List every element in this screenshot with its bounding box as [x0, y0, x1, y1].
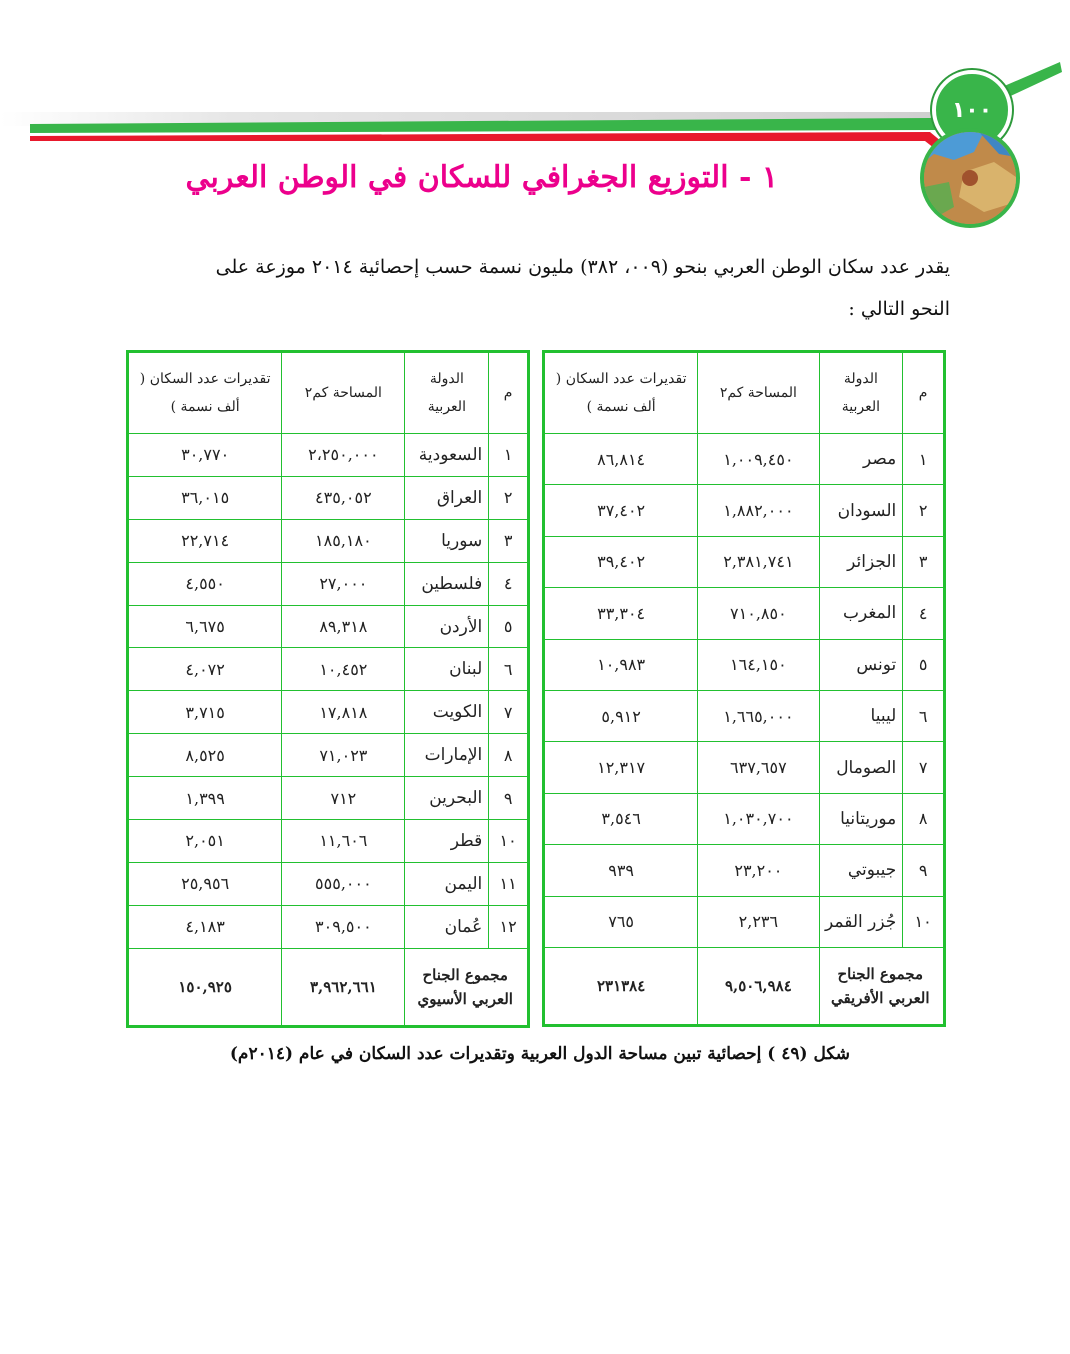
cell-num: ٩: [489, 777, 529, 820]
cell-country: جيبوتي: [819, 845, 903, 896]
asia-table-body: [128, 434, 529, 949]
cell-num: ٧: [903, 742, 945, 793]
cell-country: المغرب: [819, 588, 903, 639]
cell-population: ٣٦,٠١٥: [128, 476, 282, 519]
cell-num: ١٢: [489, 905, 529, 948]
table-row: [544, 896, 945, 947]
cell-country: قطر: [405, 820, 489, 863]
header-num: م: [489, 352, 529, 434]
table-row: [544, 690, 945, 741]
cell-area: ٢٧,٠٠٠: [282, 562, 405, 605]
table-row: [128, 777, 529, 820]
table-row: [544, 742, 945, 793]
cell-num: ٧: [489, 691, 529, 734]
cell-country: عُمان: [405, 905, 489, 948]
table-row: [544, 793, 945, 844]
cell-population: ٨٦,٨١٤: [544, 434, 698, 485]
cell-num: ٤: [903, 588, 945, 639]
cell-population: ٢٥,٩٥٦: [128, 862, 282, 905]
cell-country: الجزائر: [819, 536, 903, 587]
header-country: الدولة العربية: [819, 352, 903, 434]
header-population: تقديرات عدد السكان ( ألف نسمة ): [544, 352, 698, 434]
cell-num: ١١: [489, 862, 529, 905]
table-row: [128, 905, 529, 948]
cell-country: جُزر القمر: [819, 896, 903, 947]
cell-num: ٩: [903, 845, 945, 896]
cell-num: ٣: [489, 519, 529, 562]
table-row: [128, 648, 529, 691]
table-row: [128, 691, 529, 734]
cell-num: ٣: [903, 536, 945, 587]
cell-country: السعودية: [405, 434, 489, 477]
cell-area: ١,٠٠٩,٤٥٠: [698, 434, 819, 485]
cell-population: ١٢,٣١٧: [544, 742, 698, 793]
cell-country: فلسطين: [405, 562, 489, 605]
cell-population: ٣٣,٣٠٤: [544, 588, 698, 639]
cell-area: ١٧,٨١٨: [282, 691, 405, 734]
cell-population: ٤,١٨٣: [128, 905, 282, 948]
section-title: ١ - التوزيع الجغرافي للسكان في الوطن العربي: [185, 160, 778, 195]
cell-country: سوريا: [405, 519, 489, 562]
figure-caption: شكل (٤٩ ) إحصائية تبين مساحة الدول العربية وتقديرات عدد السكان في عام (٢٠١٤م): [229, 1044, 850, 1064]
header-num: م: [903, 352, 945, 434]
cell-num: ١: [903, 434, 945, 485]
africa-total-row: [544, 947, 945, 1025]
asia-total-row: [128, 948, 529, 1026]
table-row: [128, 562, 529, 605]
cell-country: ليبيا: [819, 690, 903, 741]
cell-population: ٧٦٥: [544, 896, 698, 947]
intro-paragraph: [120, 246, 950, 330]
table-row: [544, 485, 945, 536]
table-row: [544, 845, 945, 896]
cell-population: ٦,٦٧٥: [128, 605, 282, 648]
cell-num: ٨: [903, 793, 945, 844]
intro-line-2: النحو التالي :: [848, 298, 950, 320]
cell-num: ١: [489, 434, 529, 477]
cell-country: العراق: [405, 476, 489, 519]
cell-area: ٣٠٩,٥٠٠: [282, 905, 405, 948]
cell-area: ٤٣٥,٠٥٢: [282, 476, 405, 519]
cell-population: ٤,٠٧٢: [128, 648, 282, 691]
cell-num: ١٠: [489, 820, 529, 863]
table-row: [128, 434, 529, 477]
cell-country: تونس: [819, 639, 903, 690]
cell-population: ١٠,٩٨٣: [544, 639, 698, 690]
header-population: تقديرات عدد السكان ( ألف نسمة ): [128, 352, 282, 434]
cell-area: ١,٨٨٢,٠٠٠: [698, 485, 819, 536]
cell-area: ٧١,٠٢٣: [282, 734, 405, 777]
intro-line-1: يقدر عدد سكان الوطن العربي بنحو (٠٠٩، ٣٨٢) مليون نسمة حسب إحصائية ٢٠١٤ موزعة على: [215, 256, 950, 278]
cell-num: ٤: [489, 562, 529, 605]
cell-country: الإمارات: [405, 734, 489, 777]
table-row: [128, 476, 529, 519]
cell-num: ٥: [903, 639, 945, 690]
cell-area: ١٠,٤٥٢: [282, 648, 405, 691]
header-area: المساحة كم٢: [698, 352, 819, 434]
table-row: [544, 536, 945, 587]
cell-area: ٨٩,٣١٨: [282, 605, 405, 648]
cell-country: السودان: [819, 485, 903, 536]
table-row: [544, 588, 945, 639]
cell-population: ٣,٧١٥: [128, 691, 282, 734]
table-row: [128, 734, 529, 777]
cell-area: ٢٣,٢٠٠: [698, 845, 819, 896]
cell-area: ١١,٦٠٦: [282, 820, 405, 863]
cell-area: ١٨٥,١٨٠: [282, 519, 405, 562]
cell-country: الكويت: [405, 691, 489, 734]
cell-country: البحرين: [405, 777, 489, 820]
header-area: المساحة كم٢: [282, 352, 405, 434]
cell-population: ٣,٥٤٦: [544, 793, 698, 844]
cell-population: ٢٢,٧١٤: [128, 519, 282, 562]
total-label: مجموع الجناح العربي الأفريقي: [819, 947, 945, 1025]
table-header-row: [544, 352, 945, 434]
cell-area: ٧١٢: [282, 777, 405, 820]
cell-area: ٧١٠,٨٥٠: [698, 588, 819, 639]
header-decoration: [0, 0, 1070, 180]
total-label: مجموع الجناح العربي الأسيوي: [405, 948, 529, 1026]
page-number-badge: ١٠٠: [932, 70, 1012, 150]
cell-population: ٩٣٩: [544, 845, 698, 896]
table-row: [128, 862, 529, 905]
table-row: [128, 605, 529, 648]
cell-country: لبنان: [405, 648, 489, 691]
cell-area: ٢,٢٣٦: [698, 896, 819, 947]
cell-country: الصومال: [819, 742, 903, 793]
cell-country: اليمن: [405, 862, 489, 905]
table-row: [544, 434, 945, 485]
total-area: ٣,٩٦٢,٦٦١: [282, 948, 405, 1026]
cell-country: الأردن: [405, 605, 489, 648]
header-country: الدولة العربية: [405, 352, 489, 434]
total-population: ١٥٠,٩٢٥: [128, 948, 282, 1026]
table-row: [128, 519, 529, 562]
total-area: ٩,٥٠٦,٩٨٤: [698, 947, 819, 1025]
map-thumbnail-icon: [920, 128, 1020, 228]
cell-area: ١٦٤,١٥٠: [698, 639, 819, 690]
asia-population-table: [126, 350, 530, 1028]
cell-population: ٣٩,٤٠٢: [544, 536, 698, 587]
cell-area: ١,٦٦٥,٠٠٠: [698, 690, 819, 741]
cell-num: ٦: [489, 648, 529, 691]
africa-population-table: [542, 350, 946, 1027]
cell-num: ٢: [489, 476, 529, 519]
cell-population: ٥,٩١٢: [544, 690, 698, 741]
cell-population: ٢,٠٥١: [128, 820, 282, 863]
table-row: [128, 820, 529, 863]
africa-table-body: [544, 434, 945, 948]
total-population: ٢٣١٣٨٤: [544, 947, 698, 1025]
cell-num: ٦: [903, 690, 945, 741]
cell-population: ٨,٥٢٥: [128, 734, 282, 777]
cell-area: ٥٥٥,٠٠٠: [282, 862, 405, 905]
cell-num: ١٠: [903, 896, 945, 947]
cell-num: ٥: [489, 605, 529, 648]
cell-country: مصر: [819, 434, 903, 485]
cell-population: ١,٣٩٩: [128, 777, 282, 820]
cell-num: ٨: [489, 734, 529, 777]
cell-area: ٢،٢٥٠,٠٠٠: [282, 434, 405, 477]
cell-population: ٣٧,٤٠٢: [544, 485, 698, 536]
cell-area: ٢,٣٨١,٧٤١: [698, 536, 819, 587]
cell-num: ٢: [903, 485, 945, 536]
cell-population: ٣٠,٧٧٠: [128, 434, 282, 477]
cell-area: ١,٠٣٠,٧٠٠: [698, 793, 819, 844]
cell-area: ٦٣٧,٦٥٧: [698, 742, 819, 793]
table-header-row: [128, 352, 529, 434]
cell-country: موريتانيا: [819, 793, 903, 844]
table-row: [544, 639, 945, 690]
cell-population: ٤,٥٥٠: [128, 562, 282, 605]
